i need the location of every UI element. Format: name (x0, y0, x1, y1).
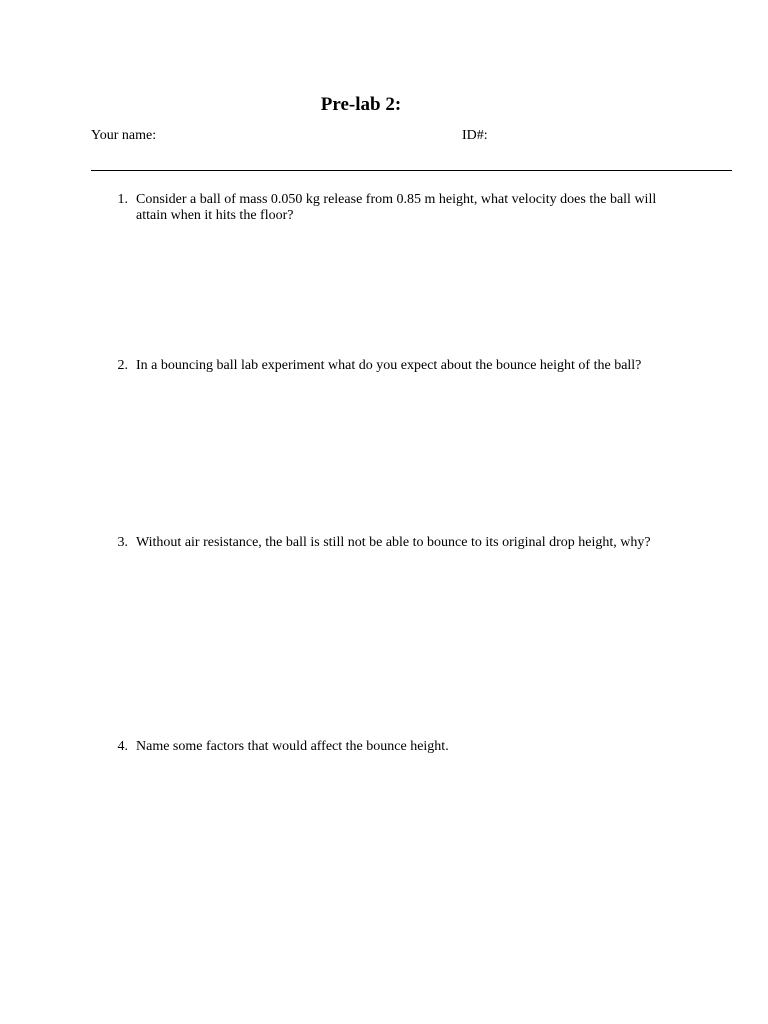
question-4 (108, 739, 668, 755)
question-4-number: 4. (117, 739, 128, 754)
question-3-number: 3. (117, 535, 128, 550)
question-1-text: Consider a ball of mass 0.050 kg release from 0.85 m height, what velocity does the ball will attain when it hits the floor? (136, 192, 657, 223)
question-2-text: In a bouncing ball lab experiment what do you expect about the bounce height of the ball? (136, 358, 642, 373)
id-number-label: ID#: (462, 128, 488, 143)
page-title: Pre-lab 2: (320, 94, 402, 115)
question-3 (108, 535, 668, 551)
question-2 (108, 358, 668, 374)
your-name-label: Your name: (91, 128, 157, 143)
question-4-text: Name some factors that would affect the bounce height. (136, 739, 449, 754)
question-1 (108, 192, 668, 224)
question-2-number: 2. (117, 358, 128, 373)
question-1-number: 1. (117, 192, 128, 207)
question-3-text: Without air resistance, the ball is still not be able to bounce to its original drop height, why? (136, 535, 651, 550)
header-divider (91, 170, 732, 171)
